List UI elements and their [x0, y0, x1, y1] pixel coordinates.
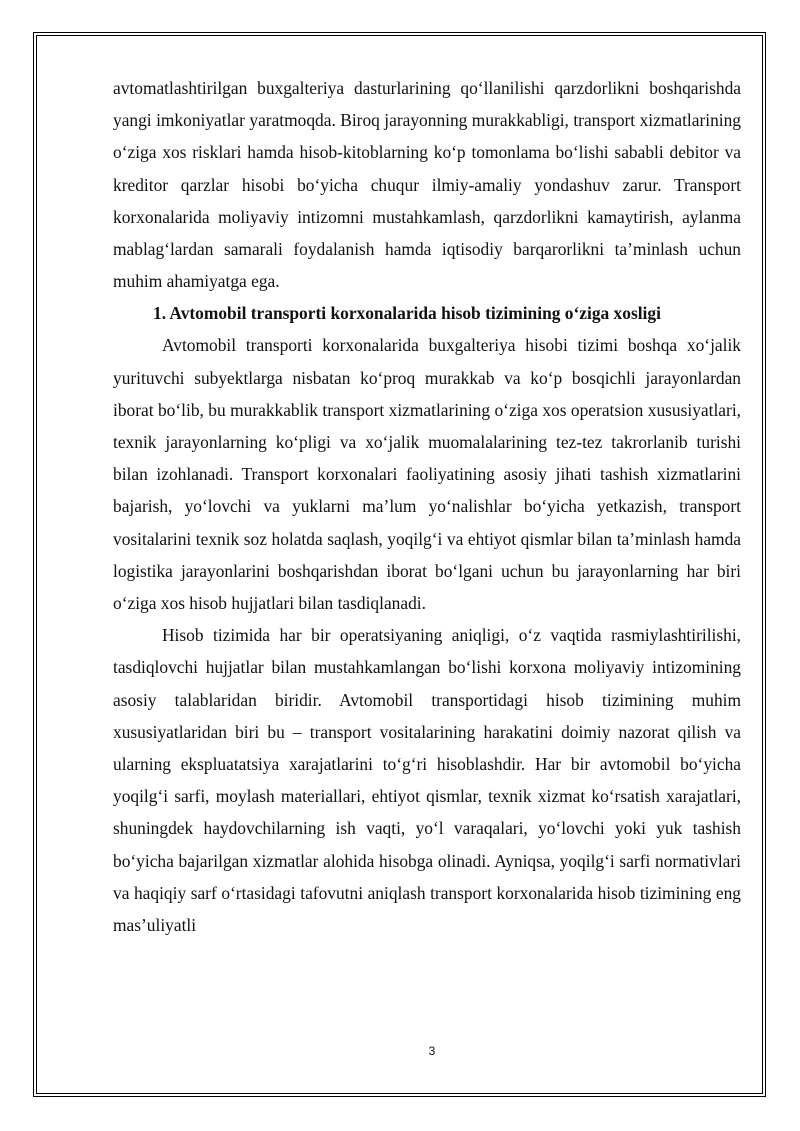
- page-number: 3: [428, 1044, 436, 1058]
- intro-paragraph: avtomatlashtirilgan buxgalteriya dasturlarining qo‘llanilishi qarzdorlikni boshqarishda yangi imkoniyatlar yaratmoqda. Biroq jarayonning murakkabligi, transport xizmatlarining o‘ziga xos risklari hamda hisob-kitoblarning ko‘p tomonlama bo‘lishi sababli debitor va kreditor qarzlar hisobi bo‘yicha chuqur ilmiy-amaliy yondashuv zarur. Transport korxonalarida moliyaviy intizomni mustahkamlash, qarzdorlikni kamaytirish, aylanma mablag‘lardan samarali foydalanish hamda iqtisodiy barqarorlikni ta’minlash uchun muhim ahamiyatga ega.: [113, 78, 741, 292]
- document-body: [113, 72, 741, 941]
- section-heading: 1. Avtomobil transporti korxonalarida hisob tizimining o‘ziga xosligi: [153, 303, 661, 324]
- body-paragraph-1: Avtomobil transporti korxonalarida buxgalteriya hisobi tizimi boshqa xo‘jalik yurituvchi subyektlarga nisbatan ko‘proq murakkab va ko‘p bosqichli jarayonlardan iborat bo‘lib, bu murakkablik transport xizmatlarining o‘ziga xos operatsion xususiyatlari, texnik jarayonlarning ko‘pligi va xo‘jalik muomalalarining tez-tez takrorlanib turishi bilan izohlanadi. Transport korxonalari faoliyatining asosiy jihati tashish xizmatlarini bajarish, yo‘lovchi va yuklarni ma’lum yo‘nalishlar bo‘yicha yetkazish, transport vositalarini texnik soz holatda saqlash, yoqilg‘i va ehtiyot qismlar bilan ta’minlash hamda logistika jarayonlarini boshqarishdan iborat bo‘lgani uchun bu jarayonlarning har biri o‘ziga xos hisob hujjatlari bilan tasdiqlanadi.: [113, 335, 741, 614]
- body-paragraph-2: Hisob tizimida har bir operatsiyaning aniqligi, o‘z vaqtida rasmiylashtirilishi, tasdiqlovchi hujjatlar bilan mustahkamlangan bo‘lishi korxona moliyaviy intizomining asosiy talablaridan biridir. Avtomobil transportidagi hisob tizimining muhim xususiyatlaridan biri bu – transport vositalarining harakatini doimiy nazorat qilish va ularning ekspluatatsiya xarajatlarini to‘g‘ri hisoblashdir. Har bir avtomobil bo‘yicha yoqilg‘i sarfi, moylash materiallari, ehtiyot qismlar, texnik xizmat ko‘rsatish xarajatlari, shuningdek haydovchilarning ish vaqti, yo‘l varaqalari, yo‘lovchi yoki yuk tashish bo‘yicha bajarilgan xizmatlar alohida hisobga olinadi. Ayniqsa, yoqilg‘i sarfi normativlari va haqiqiy sarf o‘rtasidagi tafovutni aniqlash transport korxonalarida hisob tizimining eng mas’uliyatli: [113, 625, 741, 936]
